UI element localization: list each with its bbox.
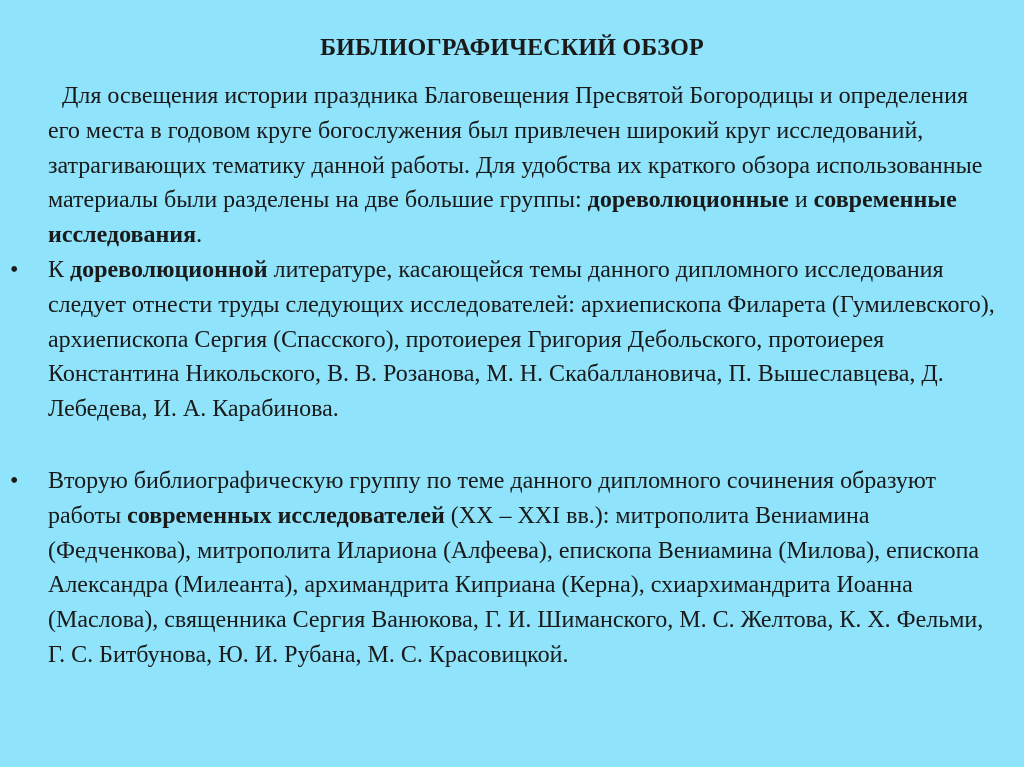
intro-text-1: Для освещения истории праздника Благовещения Пресвятой Богородицы и определения его места в годовом круге богослужения был привлечен широкий круг исследований, затрагивающих тематику данной работы. Для удобства их краткого обзора использованные материалы были разделены на две большие группы: xyxy=(48,83,983,214)
bullet-text-1: К xyxy=(48,257,71,283)
bullet-text-1: Вторую библиографическую группу по теме данного дипломного сочинения образуют работы xyxy=(48,468,937,529)
bullet-modern xyxy=(10,464,998,673)
bullet-bold: дореволюционной xyxy=(70,257,268,283)
intro-bold-modern: современные исследования xyxy=(48,187,957,249)
intro-text-2: и xyxy=(788,187,814,214)
bullet-text-2: (XX – XXI вв.): митрополита Вениамина (Федченкова), митрополита Илариона (Алфеева), епископа Вениамина (Милова), епископа Александра (Милеанта), архимандрита Киприана (Керна), схиархимандрита Иоанна (Маслова), священника Сергия Ванюкова, Г. И. Шиманского, М. С. Желтова, К. Х. Фельми, Г. С. Битбунова, Ю. И. Рубана, М. С. Красовицкой. xyxy=(48,502,984,668)
bullet-mark: • xyxy=(10,257,19,283)
intro-bold-prerevolutionary: дореволюционные xyxy=(587,187,789,214)
bullet-text-2: литературе, касающейся темы данного дипломного исследования следует отнести труды следующих исследователей: архиепископа Филарета (Гумилевского), архиепископа Сергия (Спасского), протоиерея Григория Дебольского, протоиерея Константина Никольского, В. В. Розанова, М. Н. Скабаллановича, П. Вышеславцева, Д. Лебедева, И. А. Карабинова. xyxy=(48,257,995,423)
slide-title: БИБЛИОГРАФИЧЕСКИЙ ОБЗОР xyxy=(320,35,704,61)
intro-paragraph xyxy=(48,79,998,253)
bullet-prerevolutionary xyxy=(10,253,998,427)
intro-text-3: . xyxy=(196,222,203,249)
bullet-mark: • xyxy=(10,468,19,494)
bullet-bold: современных исследователей xyxy=(127,502,445,529)
